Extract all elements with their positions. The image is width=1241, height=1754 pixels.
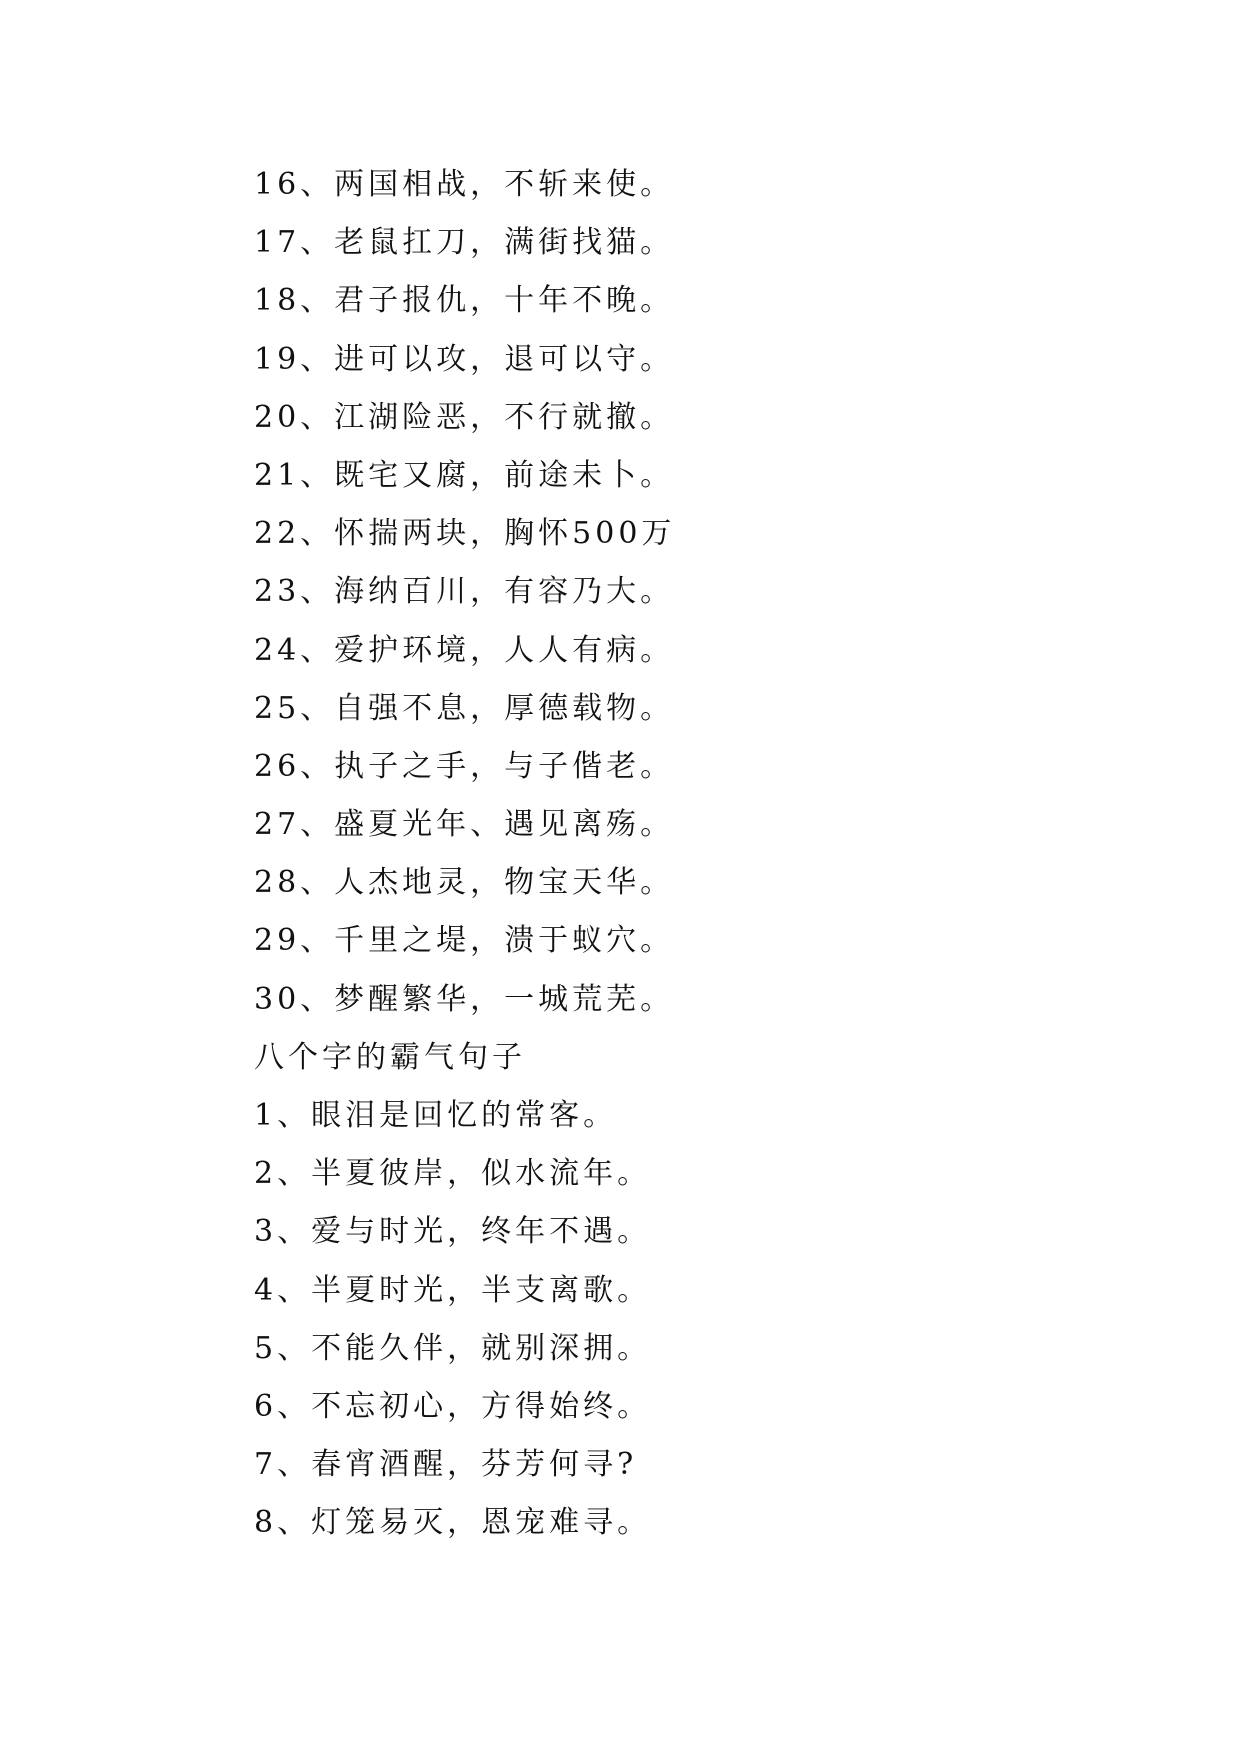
text-line: 18、君子报仇，十年不晚。 — [254, 283, 675, 319]
text-line: 19、进可以攻，退可以守。 — [254, 341, 675, 377]
text-line: 26、执子之手，与子偕老。 — [254, 748, 675, 784]
text-line: 28、人杰地灵，物宝天华。 — [254, 865, 675, 901]
text-line: 22、怀揣两块，胸怀500万 — [254, 516, 676, 552]
text-line: 1、眼泪是回忆的常客。 — [254, 1098, 618, 1133]
text-line: 30、梦醒繁华，一城荒芜。 — [254, 981, 675, 1017]
text-line: 17、老鼠扛刀，满街找猫。 — [254, 225, 675, 261]
text-line: 5、不能久伴，就别深拥。 — [254, 1330, 652, 1366]
section-heading: 八个字的霸气句子 — [254, 1039, 526, 1075]
text-line: 29、千里之堤，溃于蚁穴。 — [254, 923, 675, 959]
text-line: 3、爱与时光，终年不遇。 — [254, 1214, 652, 1250]
text-line: 24、爱护环境，人人有病。 — [254, 632, 675, 668]
text-line: 27、盛夏光年、遇见离殇。 — [254, 807, 675, 843]
text-line: 20、江湖险恶，不行就撤。 — [254, 399, 675, 435]
text-line: 6、不忘初心，方得始终。 — [254, 1388, 652, 1424]
text-line: 25、自强不息，厚德载物。 — [254, 690, 675, 726]
text-line: 21、既宅又腐，前途未卜。 — [254, 457, 675, 493]
text-line: 23、海纳百川，有容乃大。 — [254, 574, 675, 610]
text-body — [254, 156, 1014, 1553]
text-line: 7、春宵酒醒，芬芳何寻? — [254, 1447, 638, 1483]
text-line: 2、半夏彼岸，似水流年。 — [254, 1156, 652, 1192]
text-line: 8、灯笼易灭，恩宠难寻。 — [254, 1505, 652, 1541]
text-line: 4、半夏时光，半支离歌。 — [254, 1272, 652, 1308]
text-line: 16、两国相战，不斩来使。 — [254, 167, 675, 202]
